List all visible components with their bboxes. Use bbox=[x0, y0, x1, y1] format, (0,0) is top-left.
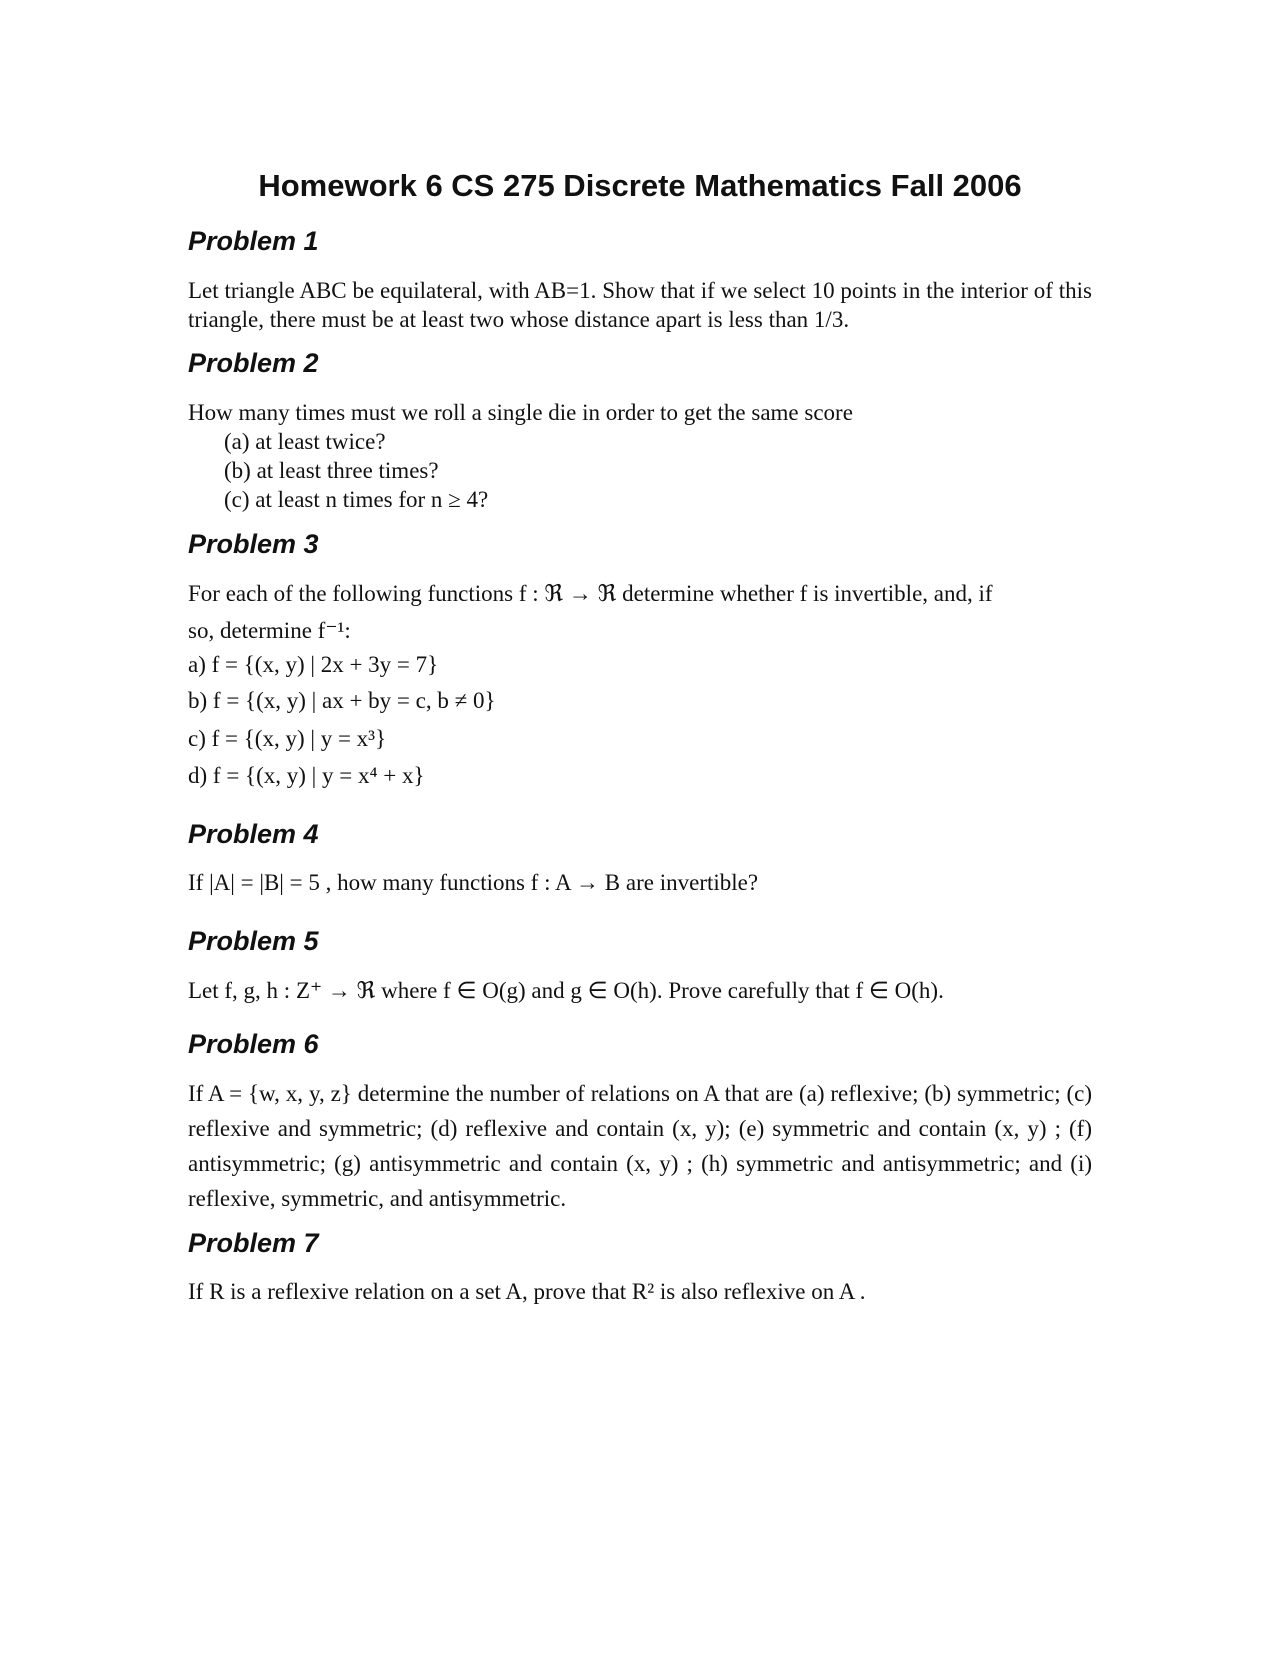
problem-6-heading: Problem 6 bbox=[188, 1029, 319, 1059]
problem-2-text: How many times must we roll a single die in order to get the same score bbox=[188, 400, 853, 425]
problem-4-text: If |A| = |B| = 5 , how many functions f : A → B are invertible? bbox=[188, 870, 759, 895]
problem-7-text: If R is a reflexive relation on a set A, prove that R² is also reflexive on A . bbox=[188, 1279, 866, 1304]
problem-3-item-a: a) f = {(x, y) | 2x + 3y = 7} bbox=[188, 652, 439, 677]
problem-3-text-line2: so, determine f⁻¹: bbox=[188, 618, 351, 643]
problem-2-item-b: (b) at least three times? bbox=[224, 458, 439, 483]
page-title: Homework 6 CS 275 Discrete Mathematics Fall 2006 bbox=[258, 168, 1022, 203]
problem-3-item-b: b) f = {(x, y) | ax + by = c, b ≠ 0} bbox=[188, 688, 496, 713]
problem-6-text: If A = {w, x, y, z} determine the number of relations on A that are (a) reflexive; (b) symmetric; (c) reflexive and symmetric; (d) reflexive and contain (x, y); (e) symmetric and contain (x, y) ; (f) antisymmetric; (g) antisymmetric and contain (x, y) ; (h) symmetric and antisymmetric; and (i) reflexive, symmetric, and antisymmetric. bbox=[188, 1081, 1092, 1211]
problem-5-heading: Problem 5 bbox=[188, 926, 319, 956]
problem-3-item-d: d) f = {(x, y) | y = x⁴ + x} bbox=[188, 763, 425, 788]
problem-7-heading: Problem 7 bbox=[188, 1228, 319, 1258]
problem-2-item-a: (a) at least twice? bbox=[224, 429, 386, 454]
problem-1-text: Let triangle ABC be equilateral, with AB=1. Show that if we select 10 points in the interior of this triangle, there must be at least two whose distance apart is less than 1/3. bbox=[188, 278, 1092, 332]
problem-4-heading: Problem 4 bbox=[188, 819, 319, 849]
problem-3-item-c: c) f = {(x, y) | y = x³} bbox=[188, 726, 387, 751]
problem-3-text-line1: For each of the following functions f : ℜ → ℜ determine whether f is invertible, and, if bbox=[188, 581, 993, 606]
problem-5-text: Let f, g, h : Z⁺ → ℜ where f ∈ O(g) and g ∈ O(h). Prove carefully that f ∈ O(h). bbox=[188, 978, 944, 1003]
problem-2-item-c: (c) at least n times for n ≥ 4? bbox=[224, 487, 489, 512]
problem-1-heading: Problem 1 bbox=[188, 226, 319, 256]
problem-2-heading: Problem 2 bbox=[188, 348, 319, 378]
problem-3-heading: Problem 3 bbox=[188, 529, 319, 559]
